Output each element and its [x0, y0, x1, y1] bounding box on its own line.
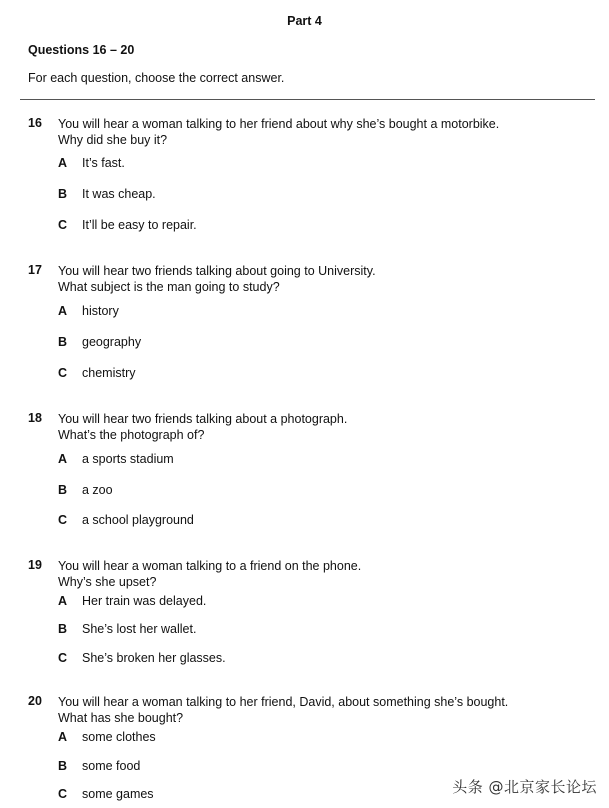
option-text: a zoo	[82, 483, 113, 497]
question-text	[58, 694, 508, 726]
option-text: a sports stadium	[82, 452, 174, 466]
question-prompt: Why’s she upset?	[58, 575, 157, 589]
option-letter: A	[58, 594, 68, 608]
option-text: some clothes	[82, 730, 156, 744]
part-title: Part 4	[287, 14, 322, 28]
option-letter: C	[58, 366, 68, 380]
option-text: geography	[82, 335, 142, 349]
question-context: You will hear two friends talking about a photograph.	[58, 412, 348, 426]
option-text: Her train was delayed.	[82, 594, 207, 608]
option-b[interactable]	[58, 622, 196, 636]
option-a[interactable]	[58, 304, 119, 318]
option-a[interactable]	[58, 156, 125, 170]
question-text	[58, 411, 347, 443]
option-letter: C	[58, 787, 68, 801]
option-text: history	[82, 304, 119, 318]
question-number: 17	[28, 263, 42, 277]
option-letter: C	[58, 218, 68, 232]
option-b[interactable]	[58, 759, 140, 773]
section-divider	[20, 99, 595, 100]
option-text: a school playground	[82, 513, 194, 527]
option-b[interactable]	[58, 187, 156, 201]
question-prompt: Why did she buy it?	[58, 133, 168, 147]
question-number: 19	[28, 558, 42, 572]
option-a[interactable]	[58, 730, 156, 744]
question-number: 16	[28, 116, 42, 130]
instruction-text: For each question, choose the correct answer.	[28, 71, 285, 85]
question-number: 20	[28, 694, 42, 708]
option-letter: B	[58, 759, 68, 773]
option-letter: B	[58, 483, 68, 497]
option-letter: C	[58, 513, 68, 527]
option-b[interactable]	[58, 483, 113, 497]
option-text: She’s lost her wallet.	[82, 622, 197, 636]
option-c[interactable]	[58, 513, 194, 527]
question-text	[58, 116, 499, 148]
question-prompt: What subject is the man going to study?	[58, 280, 280, 294]
option-text: It was cheap.	[82, 187, 156, 201]
option-text: She’s broken her glasses.	[82, 651, 226, 665]
question-context: You will hear a woman talking to a friend on the phone.	[58, 559, 362, 573]
option-a[interactable]	[58, 594, 206, 608]
option-text: It’ll be easy to repair.	[82, 218, 197, 232]
question-context: You will hear a woman talking to her friend, David, about something she’s bought.	[58, 695, 509, 709]
question-text	[58, 263, 376, 295]
option-letter: A	[58, 156, 68, 170]
option-letter: C	[58, 651, 68, 665]
option-a[interactable]	[58, 452, 174, 466]
question-number: 18	[28, 411, 42, 425]
option-text: some games	[82, 787, 154, 801]
option-letter: A	[58, 304, 68, 318]
watermark: 头条 @北京家长论坛	[452, 778, 597, 796]
option-c[interactable]	[58, 218, 197, 232]
option-c[interactable]	[58, 366, 135, 380]
option-letter: A	[58, 452, 68, 466]
question-context: You will hear two friends talking about going to University.	[58, 264, 376, 278]
option-c[interactable]	[58, 651, 226, 665]
question-range-heading: Questions 16 – 20	[28, 43, 135, 57]
option-text: some food	[82, 759, 141, 773]
option-b[interactable]	[58, 335, 141, 349]
option-letter: B	[58, 335, 68, 349]
question-context: You will hear a woman talking to her friend about why she’s bought a motorbike.	[58, 117, 500, 131]
option-letter: A	[58, 730, 68, 744]
option-letter: B	[58, 622, 68, 636]
option-letter: B	[58, 187, 68, 201]
question-prompt: What has she bought?	[58, 711, 184, 725]
question-text	[58, 558, 361, 590]
option-text: chemistry	[82, 366, 136, 380]
option-c[interactable]	[58, 787, 154, 801]
option-text: It’s fast.	[82, 156, 125, 170]
question-prompt: What’s the photograph of?	[58, 428, 205, 442]
